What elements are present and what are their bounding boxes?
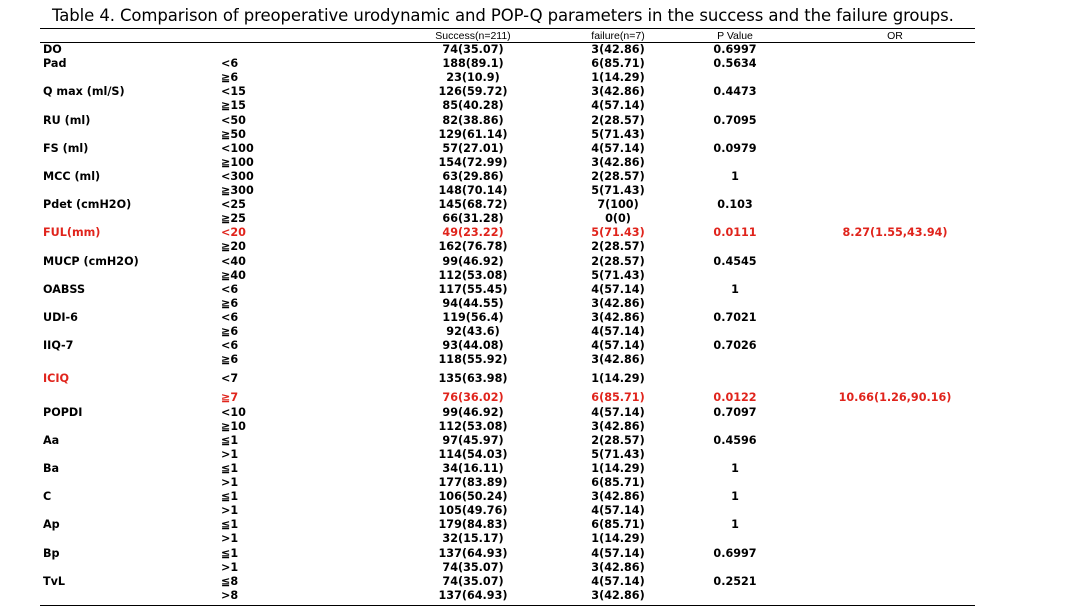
row-category: >1 bbox=[221, 504, 239, 518]
cell-failure: 4(57.14) bbox=[591, 325, 645, 338]
cell-failure: 0(0) bbox=[605, 212, 631, 226]
cell-success: 99(46.92) bbox=[442, 254, 504, 268]
cell-failure: 3(42.86) bbox=[591, 43, 645, 56]
cell-failure: 2(28.57) bbox=[591, 254, 645, 268]
cell-p-value: 1 bbox=[731, 461, 739, 475]
cell-failure: 4(57.14) bbox=[591, 574, 645, 588]
row-category: >1 bbox=[221, 476, 239, 489]
cell-failure: 6(85.71) bbox=[591, 57, 645, 71]
row-category: ≧6 bbox=[221, 296, 239, 310]
row-label: Ba bbox=[43, 461, 60, 475]
cell-success: 162(76.78) bbox=[438, 240, 508, 254]
cell-success: 137(64.93) bbox=[438, 546, 508, 560]
row-label: DO bbox=[43, 43, 62, 56]
cell-p-value: 0.4473 bbox=[713, 85, 757, 99]
cell-p-value: 0.0122 bbox=[713, 391, 757, 405]
cell-failure: 3(42.86) bbox=[591, 296, 645, 310]
cell-p-value: 0.5634 bbox=[713, 57, 757, 71]
cell-success: 23(10.9) bbox=[446, 71, 500, 85]
cell-success: 126(59.72) bbox=[438, 85, 508, 99]
cell-success: 76(36.02) bbox=[442, 391, 504, 405]
cell-failure: 4(57.14) bbox=[591, 141, 645, 155]
cell-success: 105(49.76) bbox=[438, 504, 508, 518]
cell-success: 92(43.6) bbox=[446, 325, 500, 338]
row-label: IIQ-7 bbox=[43, 339, 74, 353]
row-category: ≧15 bbox=[221, 99, 246, 113]
cell-p-value: 0.4596 bbox=[713, 433, 757, 447]
row-category: <7 bbox=[221, 372, 239, 386]
cell-success: 112(53.08) bbox=[438, 268, 508, 282]
row-category: ≦1 bbox=[221, 461, 239, 475]
row-category: ≦1 bbox=[221, 433, 239, 447]
row-category: <50 bbox=[221, 113, 246, 127]
cell-p-value: 0.6997 bbox=[713, 546, 757, 560]
cell-success: 49(23.22) bbox=[442, 226, 504, 240]
cell-failure: 6(85.71) bbox=[591, 518, 645, 532]
row-category: ≧300 bbox=[221, 184, 254, 197]
cell-p-value: 0.7021 bbox=[713, 310, 757, 324]
cell-success: 117(55.45) bbox=[438, 282, 508, 296]
row-category: ≧50 bbox=[221, 127, 246, 141]
cell-success: 148(70.14) bbox=[438, 184, 508, 197]
cell-success: 93(44.08) bbox=[442, 339, 504, 353]
cell-success: 57(27.01) bbox=[442, 141, 504, 155]
row-category: <6 bbox=[221, 57, 239, 71]
cell-p-value: 0.0111 bbox=[713, 226, 757, 240]
cell-success: 32(15.17) bbox=[442, 532, 504, 546]
cell-failure: 3(42.86) bbox=[591, 310, 645, 324]
row-category: >1 bbox=[221, 447, 239, 461]
row-category: <100 bbox=[221, 141, 254, 155]
cell-failure: 3(42.86) bbox=[591, 560, 645, 574]
cell-failure: 5(71.43) bbox=[591, 127, 645, 141]
cell-success: 74(35.07) bbox=[442, 43, 504, 56]
cell-success: 135(63.98) bbox=[438, 372, 508, 386]
cell-failure: 1(14.29) bbox=[591, 532, 645, 546]
cell-failure: 3(42.86) bbox=[591, 85, 645, 99]
cell-failure: 3(42.86) bbox=[591, 353, 645, 367]
cell-failure: 4(57.14) bbox=[591, 546, 645, 560]
cell-success: 118(55.92) bbox=[438, 353, 508, 367]
row-label: Pdet (cmH2O) bbox=[43, 198, 132, 212]
cell-failure: 4(57.14) bbox=[591, 339, 645, 353]
row-label: TvL bbox=[43, 574, 66, 588]
cell-p-value: 0.7095 bbox=[713, 113, 757, 127]
cell-failure: 4(57.14) bbox=[591, 504, 645, 518]
row-category: <6 bbox=[221, 310, 239, 324]
cell-failure: 1(14.29) bbox=[591, 461, 645, 475]
cell-success: 188(89.1) bbox=[442, 57, 504, 71]
row-category: <20 bbox=[221, 226, 246, 240]
cell-success: 97(45.97) bbox=[442, 433, 504, 447]
row-category: <6 bbox=[221, 282, 239, 296]
row-label: Pad bbox=[43, 57, 67, 71]
row-category: <40 bbox=[221, 254, 246, 268]
cell-failure: 5(71.43) bbox=[591, 226, 645, 240]
cell-success: 63(29.86) bbox=[442, 169, 504, 183]
cell-failure: 5(71.43) bbox=[591, 184, 645, 197]
row-category: ≧10 bbox=[221, 419, 246, 433]
row-category: ≧100 bbox=[221, 155, 254, 169]
row-category: >1 bbox=[221, 532, 239, 546]
row-category: ≧7 bbox=[221, 391, 239, 405]
cell-p-value: 0.6997 bbox=[713, 43, 757, 56]
row-category: ≧6 bbox=[221, 353, 239, 367]
header-or: OR bbox=[887, 30, 903, 42]
cell-failure: 3(42.86) bbox=[591, 588, 645, 602]
cell-failure: 3(42.86) bbox=[591, 419, 645, 433]
header-p-value: P Value bbox=[717, 30, 753, 42]
row-category: ≦8 bbox=[221, 574, 239, 588]
cell-failure: 4(57.14) bbox=[591, 282, 645, 296]
cell-p-value: 1 bbox=[731, 490, 739, 504]
row-label: UDI-6 bbox=[43, 310, 78, 324]
cell-failure: 1(14.29) bbox=[591, 71, 645, 85]
cell-success: 94(44.55) bbox=[442, 296, 504, 310]
cell-success: 74(35.07) bbox=[442, 560, 504, 574]
cell-failure: 2(28.57) bbox=[591, 169, 645, 183]
cell-failure: 7(100) bbox=[597, 198, 639, 212]
cell-success: 145(68.72) bbox=[438, 198, 508, 212]
cell-success: 85(40.28) bbox=[442, 99, 504, 113]
cell-p-value: 0.4545 bbox=[713, 254, 757, 268]
row-category: >8 bbox=[221, 588, 239, 602]
row-label: ICIQ bbox=[43, 372, 70, 386]
cell-failure: 4(57.14) bbox=[591, 405, 645, 419]
cell-success: 112(53.08) bbox=[438, 419, 508, 433]
row-label: RU (ml) bbox=[43, 113, 91, 127]
cell-success: 129(61.14) bbox=[438, 127, 508, 141]
row-category: >1 bbox=[221, 560, 239, 574]
cell-success: 114(54.03) bbox=[438, 447, 508, 461]
cell-or: 8.27(1.55,43.94) bbox=[842, 226, 948, 240]
row-category: ≧40 bbox=[221, 268, 246, 282]
row-category: ≧25 bbox=[221, 212, 246, 226]
cell-failure: 2(28.57) bbox=[591, 240, 645, 254]
cell-failure: 1(14.29) bbox=[591, 372, 645, 386]
header-success: Success(n=211) bbox=[435, 30, 511, 42]
cell-success: 154(72.99) bbox=[438, 155, 508, 169]
row-category: <6 bbox=[221, 339, 239, 353]
cell-failure: 5(71.43) bbox=[591, 268, 645, 282]
cell-success: 137(64.93) bbox=[438, 588, 508, 602]
row-category: ≧6 bbox=[221, 325, 239, 338]
row-label: C bbox=[43, 490, 52, 504]
cell-success: 179(84.83) bbox=[438, 518, 508, 532]
cell-failure: 4(57.14) bbox=[591, 99, 645, 113]
cell-p-value: 1 bbox=[731, 169, 739, 183]
cell-failure: 5(71.43) bbox=[591, 447, 645, 461]
cell-p-value: 1 bbox=[731, 282, 739, 296]
cell-failure: 3(42.86) bbox=[591, 155, 645, 169]
cell-or: 10.66(1.26,90.16) bbox=[838, 391, 952, 405]
cell-p-value: 0.103 bbox=[717, 198, 753, 212]
row-category: ≧6 bbox=[221, 71, 239, 85]
row-label: FUL(mm) bbox=[43, 226, 101, 240]
row-category: <10 bbox=[221, 405, 246, 419]
row-category: <300 bbox=[221, 169, 254, 183]
cell-success: 34(16.11) bbox=[442, 461, 504, 475]
cell-success: 106(50.24) bbox=[438, 490, 508, 504]
row-label: Q max (ml/S) bbox=[43, 85, 125, 99]
cell-failure: 2(28.57) bbox=[591, 113, 645, 127]
row-category: <25 bbox=[221, 198, 246, 212]
row-label: MCC (ml) bbox=[43, 169, 101, 183]
cell-failure: 6(85.71) bbox=[591, 391, 645, 405]
row-category: ≧20 bbox=[221, 240, 246, 254]
cell-p-value: 0.7097 bbox=[713, 405, 757, 419]
cell-success: 177(83.89) bbox=[438, 476, 508, 489]
row-label: Aa bbox=[43, 433, 60, 447]
row-label: POPDI bbox=[43, 405, 83, 419]
row-category: ≦1 bbox=[221, 546, 239, 560]
row-category: <15 bbox=[221, 85, 246, 99]
row-label: MUCP (cmH2O) bbox=[43, 254, 139, 268]
cell-p-value: 1 bbox=[731, 518, 739, 532]
header-failure: failure(n=7) bbox=[591, 30, 645, 42]
cell-failure: 6(85.71) bbox=[591, 476, 645, 489]
bottom-rule bbox=[40, 605, 975, 606]
cell-p-value: 0.7026 bbox=[713, 339, 757, 353]
cell-failure: 2(28.57) bbox=[591, 433, 645, 447]
cell-p-value: 0.2521 bbox=[713, 574, 757, 588]
cell-p-value: 0.0979 bbox=[713, 141, 757, 155]
row-label: Bp bbox=[43, 546, 60, 560]
cell-success: 74(35.07) bbox=[442, 574, 504, 588]
row-label: Ap bbox=[43, 518, 60, 532]
row-category: ≦1 bbox=[221, 490, 239, 504]
cell-success: 119(56.4) bbox=[442, 310, 504, 324]
cell-success: 99(46.92) bbox=[442, 405, 504, 419]
cell-success: 66(31.28) bbox=[442, 212, 504, 226]
cell-failure: 3(42.86) bbox=[591, 490, 645, 504]
cell-success: 82(38.86) bbox=[442, 113, 504, 127]
row-label: OABSS bbox=[43, 282, 86, 296]
table-title: Table 4. Comparison of preoperative urodynamic and POP-Q parameters in the success and the failure groups. bbox=[52, 6, 954, 25]
row-label: FS (ml) bbox=[43, 141, 89, 155]
row-category: ≦1 bbox=[221, 518, 239, 532]
